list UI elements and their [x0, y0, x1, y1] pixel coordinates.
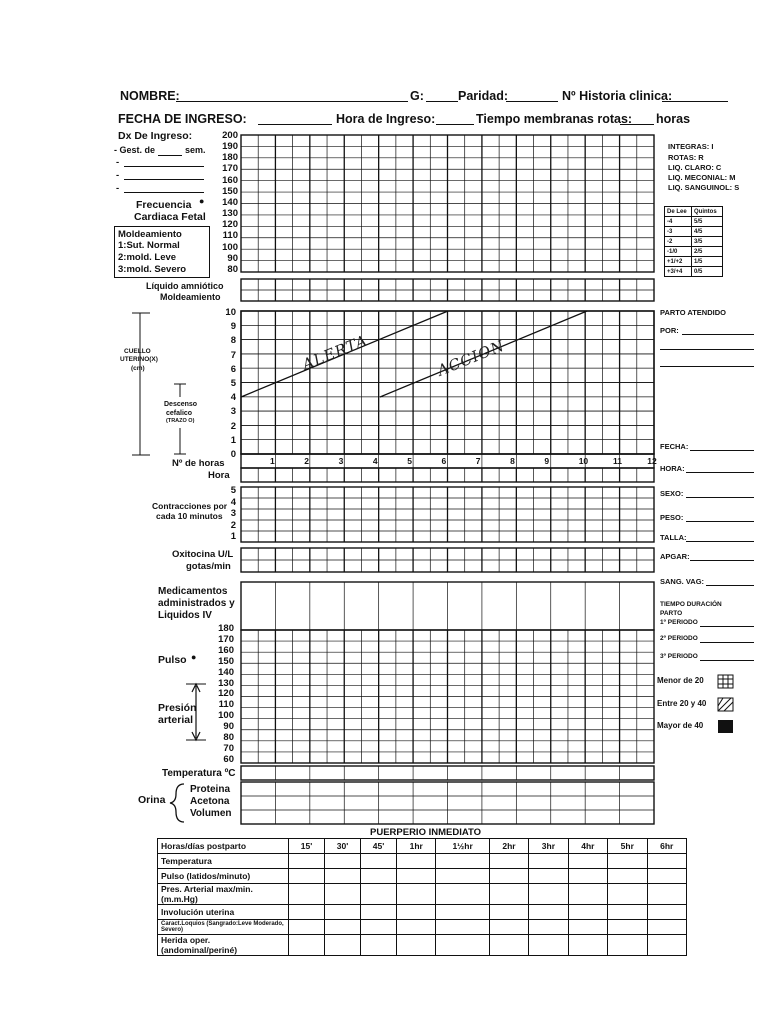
- quintos-cell: 1/5: [692, 257, 723, 267]
- hour-label: 9: [544, 456, 550, 466]
- puerperio-col-3hr: 3hr: [529, 839, 568, 854]
- cervix-tick-label: 7: [230, 349, 236, 361]
- oxitocina-grid: [241, 548, 654, 572]
- vital-tick-label: 90: [223, 721, 234, 733]
- fcf-tick-label: 140: [222, 196, 238, 208]
- contracciones-grid: [241, 487, 654, 542]
- fcf-tick-label: 160: [222, 174, 238, 186]
- puerperio-col-30: 30': [325, 839, 361, 854]
- cuello-label: CUELLO: [124, 348, 151, 355]
- contracciones-label: Contracciones por: [152, 501, 228, 511]
- contraction-tick-label: 3: [230, 508, 236, 519]
- cada-10-min-label: cada 10 minutos: [156, 511, 223, 521]
- cm-label: (cm): [131, 365, 145, 372]
- puerperio-col-1-5hr: 1½hr: [436, 839, 489, 854]
- historia-label: Nº Historia clinica:: [562, 89, 673, 103]
- gest-label: - Gest. de: [114, 145, 156, 155]
- cervix-tick-label: 8: [230, 335, 236, 347]
- vital-tick-label: 120: [218, 688, 234, 700]
- puerperio-col-45: 45': [361, 839, 397, 854]
- alerta-text: ALERTA: [299, 331, 371, 374]
- menor-20-label: Menor de 20: [657, 676, 704, 685]
- periodo-2-label: 2º PERIODO: [660, 635, 698, 642]
- vitals-grid: [241, 630, 654, 763]
- fcf-tick-label: 130: [222, 208, 238, 220]
- trazo-label: (TRAZO O): [166, 418, 195, 424]
- vital-tick-label: 130: [218, 677, 234, 689]
- de-lee-cell: -1/0: [665, 247, 692, 257]
- quintos-cell: 2/5: [692, 247, 723, 257]
- puerperio-row-label: Pres. Arterial max/min.(m.m.Hg): [158, 884, 289, 905]
- periodo-1-label: 1º PERIODO: [660, 619, 698, 626]
- liquidos-iv-label: Liquidos IV: [158, 610, 212, 621]
- tiempo-membranas-label: Tiempo membranas rotas:: [476, 112, 633, 126]
- cervix-tick-label: 5: [230, 378, 236, 389]
- fcf-tick-label: 100: [222, 241, 238, 253]
- talla-label: TALLA:: [660, 533, 687, 542]
- hour-label: 6: [441, 456, 447, 466]
- integras-item: LIQ. SANGUINOL: S: [668, 183, 740, 192]
- fcf-tick-label: 170: [222, 163, 238, 175]
- fcf-tick-label: 190: [222, 141, 238, 153]
- hour-label: 5: [407, 456, 412, 466]
- hora-row-label: Hora: [208, 470, 230, 481]
- fcf-tick-label: 200: [222, 130, 238, 141]
- puerperio-col-1hr: 1hr: [397, 839, 436, 854]
- hour-label: 1: [270, 456, 275, 466]
- fcf-tick-label: 120: [222, 219, 238, 231]
- hour-label: 2: [304, 456, 310, 466]
- puerperio-col-15: 15': [289, 839, 325, 854]
- sang-vag-label: SANG. VAG:: [660, 577, 705, 586]
- vital-tick-label: 60: [223, 753, 234, 765]
- uterino-label: UTERINO(X): [120, 356, 158, 363]
- moldeamiento-legend-title: Moldeamiento: [118, 229, 182, 240]
- liquido-label: Líquido amniótico: [146, 281, 224, 291]
- cardiaca-fetal-label: Cardiaca Fetal: [134, 211, 206, 223]
- hora-label: HORA:: [660, 464, 685, 473]
- fcf-tick-label: 80: [227, 263, 238, 275]
- accion-text: ACCION: [434, 336, 508, 380]
- puerperio-row-label: Horas/días postparto: [158, 839, 289, 854]
- hours-row-grid: [241, 454, 657, 468]
- cervix-tick-label: 6: [230, 363, 236, 375]
- quintos-cell: 3/5: [692, 237, 723, 247]
- cervix-tick-label: 10: [225, 307, 236, 318]
- n-horas-label: Nº de horas: [172, 458, 225, 469]
- vital-tick-label: 70: [223, 742, 234, 754]
- cervix-tick-label: 2: [230, 420, 236, 432]
- oxitocina-label: Oxitocina U/L: [172, 549, 234, 560]
- arterial-label: arterial: [158, 714, 194, 726]
- horas-label: horas: [656, 112, 691, 126]
- orina-proteina: Proteina: [190, 784, 231, 795]
- puerperio-col-6hr: 6hr: [647, 839, 687, 854]
- contraction-tick-label: 5: [230, 485, 236, 496]
- menor-20-icon: [718, 675, 733, 688]
- cervix-tick-label: 3: [230, 406, 236, 418]
- puerperio-row-label: Caract.Loquios (Sangrado:Leve Moderado, Severo): [158, 920, 289, 935]
- frecuencia-label: Frecuencia: [136, 199, 192, 211]
- quintos-cell: 5/5: [692, 217, 723, 227]
- hora-row-grid: [241, 468, 654, 482]
- apgar-label: APGAR:: [660, 552, 690, 561]
- vital-tick-label: 170: [218, 633, 234, 645]
- hour-label: 7: [475, 456, 481, 466]
- de-lee-cell: -2: [665, 237, 692, 247]
- vital-tick-label: 150: [218, 655, 234, 667]
- moldeamiento-row-label: Moldeamiento: [160, 292, 221, 302]
- liquido-grid: [241, 279, 654, 301]
- entre-20-40-label: Entre 20 y 40: [657, 699, 707, 708]
- puerperio-title: PUERPERIO INMEDIATO: [370, 827, 482, 838]
- fecha-label: FECHA:: [660, 442, 689, 451]
- fcf-tick-label: 90: [227, 252, 238, 264]
- de-lee-cell: +3/+4: [665, 267, 692, 277]
- puerperio-col-5hr: 5hr: [608, 839, 647, 854]
- sexo-label: SEXO:: [660, 489, 684, 498]
- vital-tick-label: 110: [218, 699, 234, 711]
- hour-label: 12: [647, 456, 657, 466]
- descenso-label: Descenso: [164, 401, 198, 408]
- fcf-tick-label: 180: [222, 152, 238, 164]
- entre-20-40-icon: [718, 698, 733, 711]
- por-label: POR:: [660, 326, 679, 335]
- puerperio-col-2hr: 2hr: [489, 839, 528, 854]
- gest-suffix: sem.: [185, 145, 206, 155]
- presion-label: Presión: [158, 702, 197, 714]
- fcf-tick-label: 110: [222, 230, 238, 242]
- puerperio-row-label: Temperatura: [158, 854, 289, 869]
- fcf-dot-icon: ●: [199, 196, 205, 206]
- fcf-grid: [241, 135, 654, 272]
- temperatura-label: Temperatura ºC: [162, 768, 236, 779]
- cervix-tick-label: 0: [230, 449, 236, 460]
- cervix-tick-label: 4: [230, 392, 236, 404]
- puerperio-col-4hr: 4hr: [568, 839, 607, 854]
- dx-bullet-2: -: [116, 170, 120, 181]
- vital-tick-label: 80: [223, 732, 234, 743]
- cervix-tick-label: 1: [230, 434, 236, 446]
- vital-tick-label: 180: [218, 623, 234, 634]
- vital-tick-label: 140: [218, 666, 234, 678]
- quintos-cell: 0/5: [692, 267, 723, 277]
- hour-label: 3: [338, 456, 344, 466]
- moldeamiento-legend-item: 3:mold. Severo: [118, 264, 187, 275]
- administrados-label: administrados y: [158, 598, 235, 609]
- hour-label: 8: [510, 456, 515, 466]
- hour-label: 11: [613, 456, 622, 466]
- orina-grid: [241, 782, 654, 824]
- orina-label: Orina: [138, 794, 166, 806]
- dx-ingreso-label: Dx De Ingreso:: [118, 130, 193, 142]
- mayor-40-label: Mayor de 40: [657, 721, 704, 730]
- moldeamiento-legend-item: 1:Sut. Normal: [118, 240, 180, 251]
- hour-label: 10: [578, 456, 589, 466]
- puerperio-row-label: Herida oper. (andominal/periné): [158, 935, 289, 956]
- de-lee-cell: -3: [665, 227, 692, 237]
- orina-volumen: Volumen: [190, 808, 232, 819]
- tiempo-duracion-label: TIEMPO DURACIÓN: [660, 601, 722, 608]
- cervix-tick-label: 9: [230, 321, 236, 333]
- integras-item: LIQ. CLARO: C: [668, 163, 722, 172]
- pulso-label: Pulso: [158, 654, 187, 666]
- cefalico-label: cefalico: [166, 410, 193, 417]
- puerperio-row-label: Involución uterina: [158, 905, 289, 920]
- hora-ingreso-label: Hora de Ingreso:: [336, 112, 436, 126]
- de-lee-cell: -4: [665, 217, 692, 227]
- contraction-tick-label: 2: [230, 519, 236, 531]
- quintos-header: Quintos: [692, 207, 723, 217]
- cervix-subgrid: [241, 311, 654, 454]
- parto-atendido-label: PARTO ATENDIDO: [660, 308, 726, 317]
- gotas-label: gotas/min: [186, 561, 231, 572]
- integras-item: LIQ. MECONIAL: M: [668, 173, 736, 182]
- nombre-label: NOMBRE:: [120, 89, 180, 103]
- dx-bullet-3: -: [116, 183, 120, 194]
- vital-tick-label: 100: [218, 710, 234, 722]
- pulso-dot-icon: ●: [191, 652, 197, 662]
- fecha-ingreso-label: FECHA DE INGRESO:: [118, 112, 247, 126]
- temperatura-grid: [241, 766, 654, 780]
- parto-label: PARTO: [660, 610, 683, 617]
- medicamentos-grid: [241, 582, 654, 630]
- integras-item: ROTAS: R: [668, 153, 704, 162]
- hour-label: 4: [372, 456, 378, 466]
- orina-brace: [170, 784, 184, 822]
- periodo-3-label: 3º PERIODO: [660, 653, 698, 660]
- puerperio-row-label: Pulso (latidos/minuto): [158, 869, 289, 884]
- peso-label: PESO:: [660, 513, 684, 522]
- paridad-label: Paridad:: [458, 89, 509, 103]
- moldeamiento-legend-item: 2:mold. Leve: [118, 252, 177, 263]
- de-lee-header: De Lee: [665, 207, 692, 217]
- integras-item: INTEGRAS: I: [668, 142, 714, 151]
- contraction-tick-label: 1: [230, 531, 236, 542]
- orina-acetona: Acetona: [190, 796, 230, 807]
- de-lee-cell: +1/+2: [665, 257, 692, 267]
- quintos-cell: 4/5: [692, 227, 723, 237]
- dx-bullet-1: -: [116, 157, 120, 168]
- medicamentos-label: Medicamentos: [158, 586, 228, 597]
- contraction-tick-label: 4: [230, 496, 236, 508]
- vital-tick-label: 160: [218, 644, 234, 656]
- fcf-tick-label: 150: [222, 185, 238, 197]
- mayor-40-icon: [718, 720, 733, 733]
- g-label: G:: [410, 89, 424, 103]
